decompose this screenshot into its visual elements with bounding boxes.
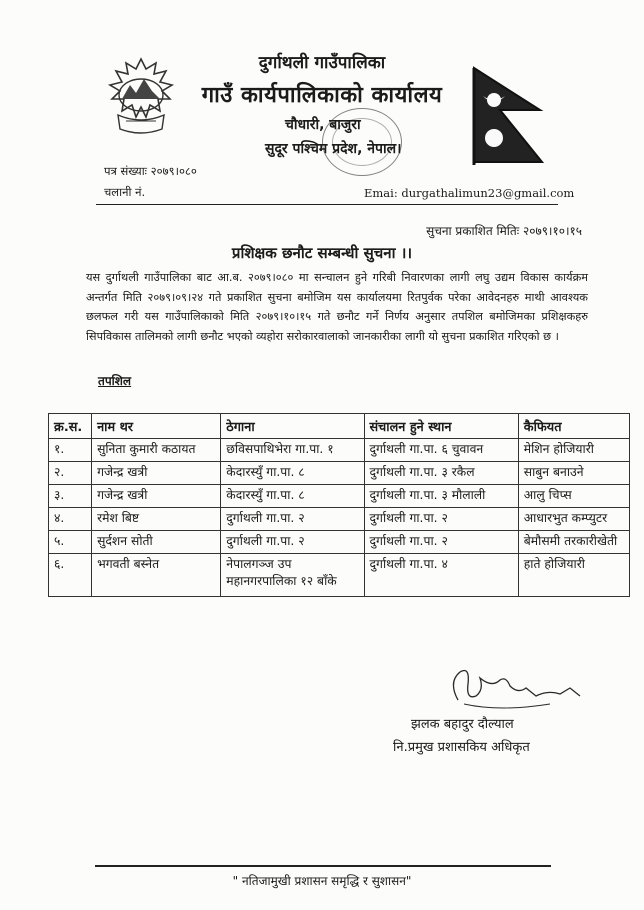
table-row xyxy=(49,531,630,554)
cell-name: गजेन्द्र खत्री xyxy=(92,462,221,485)
cell-address: दुर्गाथली गा.पा. २ xyxy=(221,508,364,531)
table-row xyxy=(49,485,630,508)
cell-address: छविसपाथिभेरा गा.पा. १ xyxy=(221,439,364,462)
cell-address: नेपालगञ्ज उप महानगरपालिका १२ बाँके xyxy=(221,554,364,597)
table-row xyxy=(49,508,630,531)
cell-address: दुर्गाथली गा.पा. २ xyxy=(221,531,364,554)
address-line-1: चौधारी, बाजुरा xyxy=(285,117,361,133)
published-date: सुचना प्रकाशित मितिः २०७९।१०।१५ xyxy=(426,224,582,238)
col-address: ठेगाना xyxy=(221,414,364,439)
cell-venue: दुर्गाथली गा.पा. ६ चुवावन xyxy=(364,439,518,462)
col-name: नाम थर xyxy=(92,414,221,439)
cell-name: भगवती बस्नेत xyxy=(92,554,221,597)
cell-serial: ५. xyxy=(49,531,92,554)
notice-body: यस दुर्गाथली गाउँपालिका बाट आ.ब. २०७९।०८० मा सन्चालन हुने गरिबी निवारणका लागी लघु उद्यम विकास कार्यक्रम अन्तर्गत मिति २०७९।०९।२४ गते प्रकाशित सुचना बमोजिम यस कार्यालयमा रितपुर्वक परेका आवेदनहरु माथी आवश्यक छलफल गरी यस गाउँपालिकाको मिति २०७९।१०।१५ गते छनौट गर्ने निर्णय अनुसार तपशिल बमोजिमका प्रशिक्षकहरु सिपविकास तालिमको लागी छनौट भएको व्यहोरा सरोकारवालाको जानकारीका लागी यो सुचना प्रकाशित गरिएको छ । xyxy=(86,271,588,343)
cell-serial: ३. xyxy=(49,485,92,508)
cell-name: सुर्दशन सोती xyxy=(92,531,221,554)
cell-venue: दुर्गाथली गा.पा. २ xyxy=(364,531,518,554)
col-venue: संचालन हुने स्थान xyxy=(364,414,518,439)
trainer-table xyxy=(48,413,630,597)
col-serial: क्र.स. xyxy=(49,414,92,439)
notice-title: प्रशिक्षक छनौट सम्बन्धी सुचना ।। xyxy=(231,244,413,262)
cell-address: केदारस्युँ गा.पा. ८ xyxy=(221,485,364,508)
cell-name: गजेन्द्र खत्री xyxy=(92,485,221,508)
municipality-name: दुर्गाथली गाउँपालिका xyxy=(258,53,386,73)
cell-name: सुनिता कुमारी कठायत xyxy=(92,439,221,462)
cell-venue: दुर्गाथली गा.पा. ४ xyxy=(364,554,518,597)
footer-motto: " नतिजामुखी प्रशासन समृद्धि र सुशासन" xyxy=(232,874,412,888)
chalani-number: चलानी नं. xyxy=(104,185,146,199)
cell-name: रमेश बिष्ट xyxy=(92,508,221,531)
table-row xyxy=(49,439,630,462)
cell-remarks: बेमौसमी तरकारीखेती xyxy=(518,531,629,554)
cell-remarks: मेशिन होजियारी xyxy=(518,439,629,462)
header-divider xyxy=(96,204,558,205)
cell-venue: दुर्गाथली गा.पा. ३ मौलाली xyxy=(364,485,518,508)
office-stamp xyxy=(322,108,402,176)
col-remarks: कैफियत xyxy=(518,414,629,439)
signatory-designation: नि.प्रमुख प्रशासकिय अधिकृत xyxy=(393,740,530,755)
cell-serial: २. xyxy=(49,462,92,485)
address-line-2: सुदूर पश्चिम प्रदेश, नेपाल। xyxy=(265,141,402,157)
signatory-name: झलक बहादुर दौल्याल xyxy=(411,717,514,732)
table-row xyxy=(49,462,630,485)
cell-remarks: आधारभुत कम्प्युटर xyxy=(518,508,629,531)
cell-serial: १. xyxy=(49,439,92,462)
cell-serial: ६. xyxy=(49,554,92,597)
cell-serial: ४. xyxy=(49,508,92,531)
cell-address: केदारस्युँ गा.पा. ८ xyxy=(221,462,364,485)
cell-venue: दुर्गाथली गा.पा. २ xyxy=(364,508,518,531)
email-address: Emai: durgathalimun23@gmail.com xyxy=(364,186,575,200)
table-row xyxy=(49,554,630,597)
cell-venue: दुर्गाथली गा.पा. ३ रकैल xyxy=(364,462,518,485)
patra-sankhya: पत्र संख्याः २०७९।०८० xyxy=(104,164,197,178)
tapashil-heading: तपशिल xyxy=(98,374,132,388)
handwritten-signature xyxy=(440,660,590,720)
office-title: गाउँ कार्यपालिकाको कार्यालय xyxy=(201,83,443,108)
cell-remarks: हाते होजियारी xyxy=(518,554,629,597)
table-header-row xyxy=(49,414,630,439)
cell-remarks: आलु चिप्स xyxy=(518,485,629,508)
footer-divider xyxy=(95,865,551,867)
cell-remarks: साबुन बनाउने xyxy=(518,462,629,485)
